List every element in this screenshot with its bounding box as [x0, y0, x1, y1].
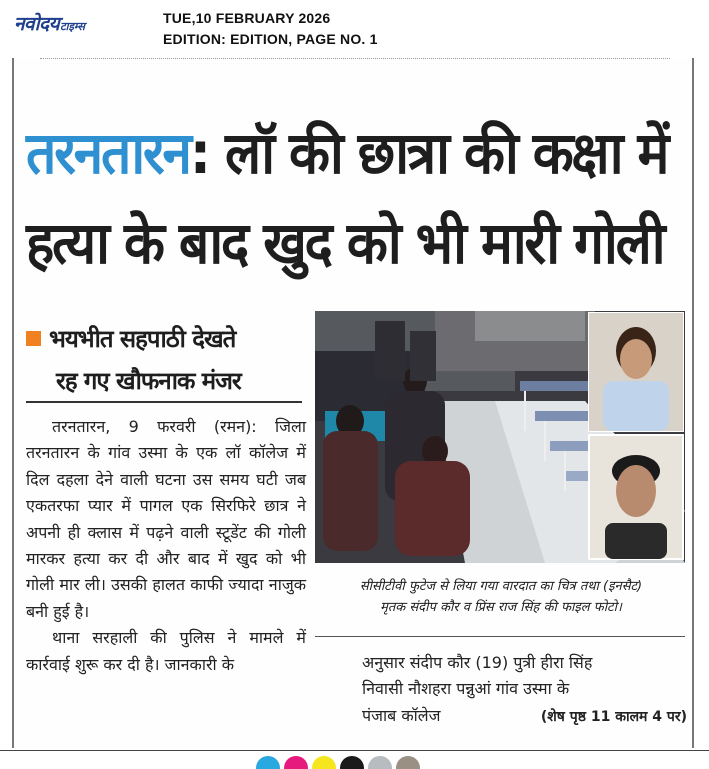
- registration-dots: [256, 756, 420, 769]
- article-subheading: [26, 318, 302, 402]
- newspaper-logo: [14, 10, 85, 36]
- article-body: [26, 414, 306, 678]
- subheading-line-1: [26, 318, 302, 360]
- clipping-left-edge: [12, 58, 14, 748]
- article-headline: [26, 108, 668, 288]
- registration-dot-6: [396, 756, 420, 769]
- bullet-square-icon: [26, 331, 41, 346]
- clipping-top-bleed: [40, 58, 670, 64]
- continuation-line-1: अनुसार संदीप कौर (19) पुत्री हीरा सिंह: [362, 653, 593, 672]
- headline-line-2: हत्या के बाद खुद को भी मारी गोली: [26, 209, 664, 277]
- caption-line-2: मृतक संदीप कौर व प्रिंस राज सिंह की फाइल फोटो।: [380, 600, 622, 615]
- cctv-scene-image: [315, 311, 685, 563]
- logo-main-text: नवोदय: [14, 13, 60, 35]
- article-continuation: [362, 650, 687, 730]
- clipping-right-edge: [692, 58, 694, 748]
- edition-meta: [163, 8, 378, 50]
- registration-dot-5: [368, 756, 392, 769]
- subheading-line-2: रह गए खौफनाक मंजर: [56, 367, 241, 395]
- headline-line-1: [26, 108, 668, 198]
- continued-on-reference: (शेष पृष्ठ 11 कालम 4 पर): [540, 708, 687, 725]
- registration-dot-3: [312, 756, 336, 769]
- body-paragraph-2: थाना सरहाली की पुलिस ने मामले में कार्रवाई शुरू कर दी है। जानकारी के: [26, 628, 306, 674]
- caption-rule: [315, 636, 685, 637]
- date-line: TUE,10 FEBRUARY 2026: [163, 10, 331, 26]
- photo-caption: [315, 576, 687, 618]
- registration-dot-4: [340, 756, 364, 769]
- edition-line: EDITION: EDITION, PAGE NO. 1: [163, 31, 378, 47]
- headline-place: तरनतारन: [26, 119, 190, 187]
- registration-dot-1: [256, 756, 280, 769]
- logo-sub-text: टाइम्स: [60, 20, 85, 33]
- body-paragraph-1: तरनतारन, 9 फरवरी (रमन): जिला तरनतारन के गांव उस्मा के एक लॉ कॉलेज में दिल दहला देने वाली घटना उस समय घटी जब एकतरफा प्यार में पागल एक सिरफिरे छात्र ने अपनी ही क्लास में पढ़ने वाली स्टूडेंट की गोली मारकर हत्या कर दी और बाद में खुद को भी गोली मार ली। उसकी हालत काफी ज्यादा नाजुक बनी हुई है।: [26, 417, 306, 621]
- continuation-text-3: पंजाब कॉलेज: [362, 705, 441, 725]
- headline-rest: : लॉ की छात्रा की कक्षा में: [189, 119, 668, 187]
- subheading-rule: [26, 401, 302, 403]
- subheading-text-1: भयभीत सहपाठी देखते: [49, 325, 236, 353]
- continuation-line-2: निवासी नौशहरा पन्नुआं गांव उस्मा के: [362, 679, 570, 699]
- continuation-line-3: [362, 703, 687, 730]
- cctv-photo: [315, 311, 685, 563]
- registration-dot-2: [284, 756, 308, 769]
- caption-line-1: सीसीटीवी फुटेज से लिया गया वारदात का चित्र तथा (इनसैट): [359, 579, 643, 594]
- epaper-header: [0, 0, 709, 52]
